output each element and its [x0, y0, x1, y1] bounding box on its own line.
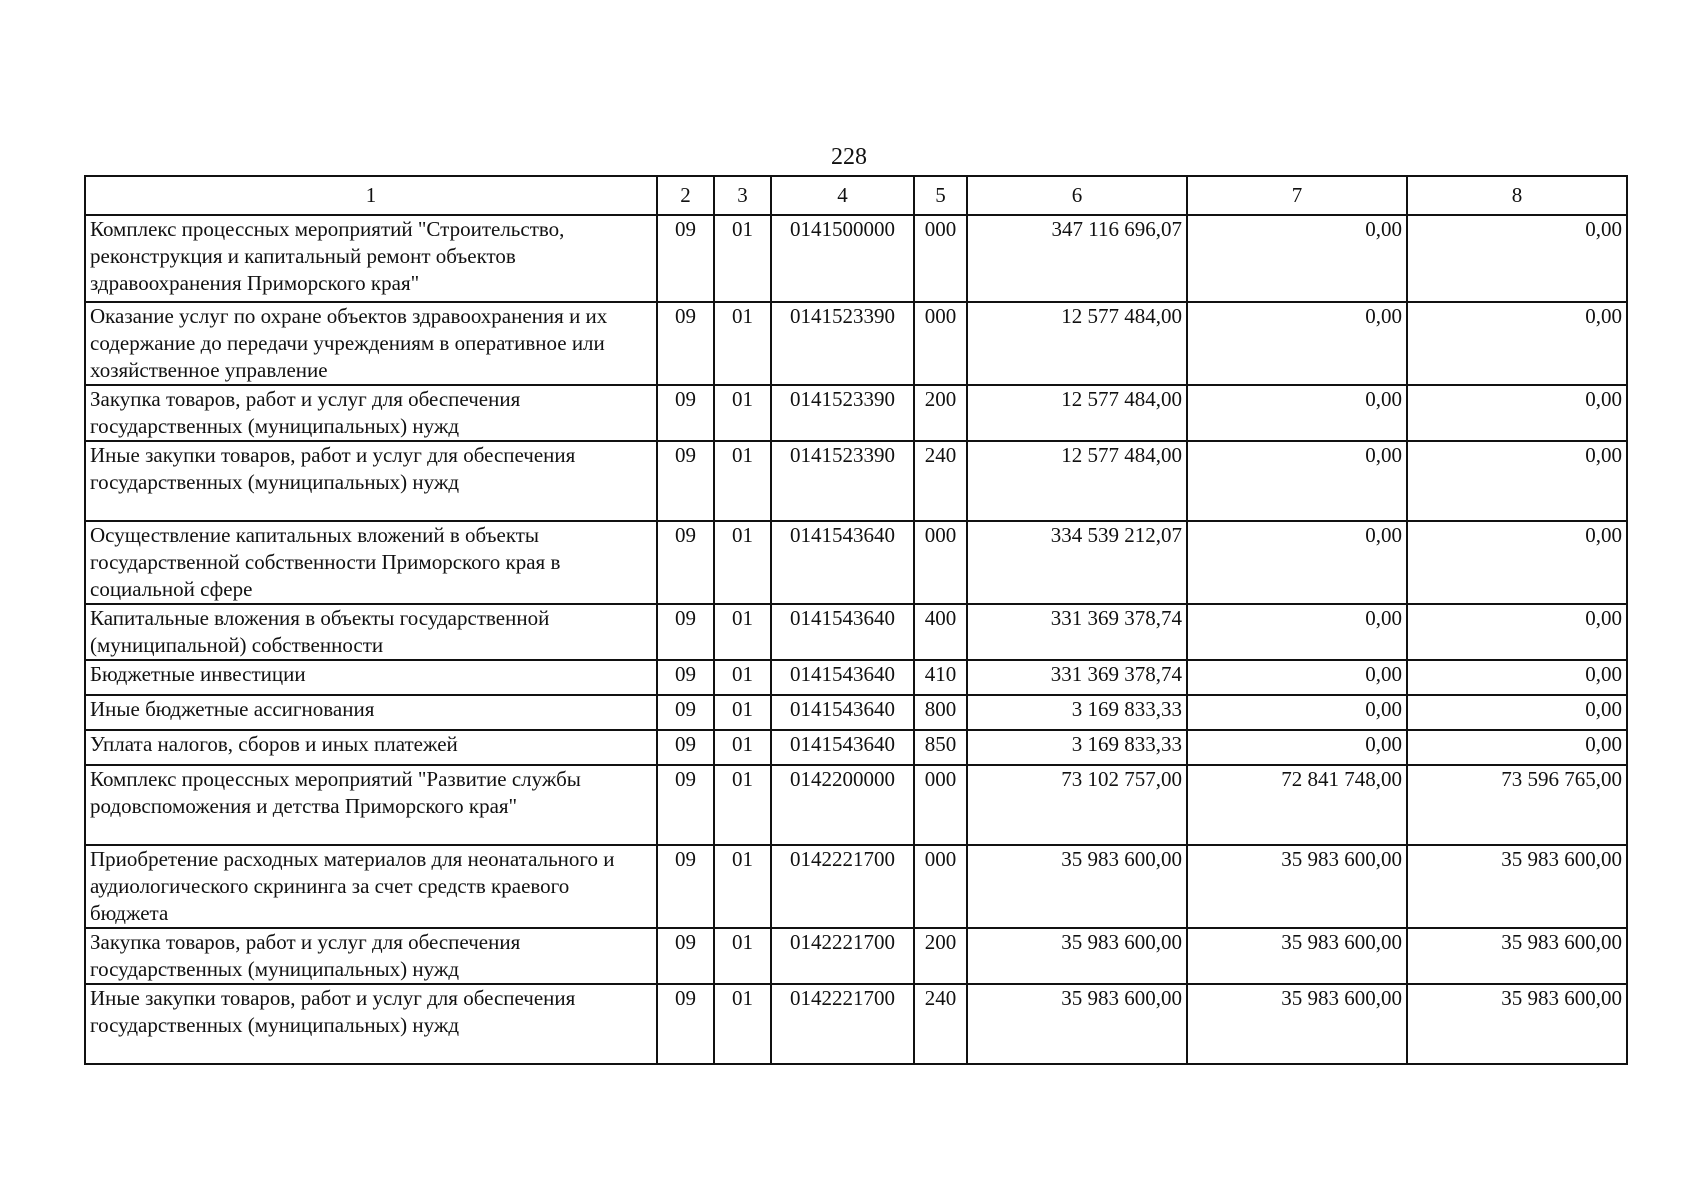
- amount-year-2-cell: 35 983 600,00: [1187, 984, 1407, 1064]
- amount-year-2-cell: 0,00: [1187, 521, 1407, 604]
- table-row: [85, 521, 1627, 604]
- amount-year-3-cell: 35 983 600,00: [1407, 928, 1627, 984]
- table-row: [85, 695, 1627, 730]
- row-name-cell: Иные закупки товаров, работ и услуг для обеспечения государственных (муниципальных) нужд: [85, 441, 657, 521]
- subsection-code-cell: 01: [714, 765, 771, 845]
- target-item-code-cell: 0141523390: [771, 385, 914, 441]
- expense-type-code-cell: 400: [914, 604, 967, 660]
- target-item-code-cell: 0141500000: [771, 215, 914, 302]
- table-row: [85, 215, 1627, 302]
- subsection-code-cell: 01: [714, 604, 771, 660]
- row-name-cell: Уплата налогов, сборов и иных платежей: [85, 730, 657, 765]
- column-header: 4: [771, 176, 914, 215]
- column-header: 5: [914, 176, 967, 215]
- expense-type-code-cell: 240: [914, 984, 967, 1064]
- section-code-cell: 09: [657, 521, 714, 604]
- amount-year-2-cell: 35 983 600,00: [1187, 928, 1407, 984]
- amount-year-1-cell: 3 169 833,33: [967, 730, 1187, 765]
- subsection-code-cell: 01: [714, 928, 771, 984]
- amount-year-2-cell: 0,00: [1187, 302, 1407, 385]
- amount-year-3-cell: 0,00: [1407, 385, 1627, 441]
- amount-year-3-cell: 35 983 600,00: [1407, 845, 1627, 928]
- amount-year-3-cell: 0,00: [1407, 521, 1627, 604]
- amount-year-3-cell: 0,00: [1407, 730, 1627, 765]
- target-item-code-cell: 0141543640: [771, 604, 914, 660]
- table-row: [85, 302, 1627, 385]
- amount-year-3-cell: 0,00: [1407, 441, 1627, 521]
- amount-year-3-cell: 0,00: [1407, 302, 1627, 385]
- section-code-cell: 09: [657, 845, 714, 928]
- table-body: [85, 215, 1627, 1064]
- column-header: 1: [85, 176, 657, 215]
- row-name-cell: Комплекс процессных мероприятий "Строительство, реконструкция и капитальный ремонт объектов здравоохранения Приморского края": [85, 215, 657, 302]
- target-item-code-cell: 0142221700: [771, 845, 914, 928]
- target-item-code-cell: 0142221700: [771, 928, 914, 984]
- section-code-cell: 09: [657, 385, 714, 441]
- table-header-row: [85, 176, 1627, 215]
- section-code-cell: 09: [657, 302, 714, 385]
- section-code-cell: 09: [657, 215, 714, 302]
- expense-type-code-cell: 200: [914, 385, 967, 441]
- section-code-cell: 09: [657, 765, 714, 845]
- section-code-cell: 09: [657, 441, 714, 521]
- subsection-code-cell: 01: [714, 385, 771, 441]
- subsection-code-cell: 01: [714, 302, 771, 385]
- subsection-code-cell: 01: [714, 215, 771, 302]
- table-row: [85, 660, 1627, 695]
- column-header: 7: [1187, 176, 1407, 215]
- section-code-cell: 09: [657, 730, 714, 765]
- amount-year-2-cell: 0,00: [1187, 441, 1407, 521]
- target-item-code-cell: 0141543640: [771, 730, 914, 765]
- expense-type-code-cell: 000: [914, 215, 967, 302]
- amount-year-2-cell: 0,00: [1187, 660, 1407, 695]
- target-item-code-cell: 0142221700: [771, 984, 914, 1064]
- amount-year-1-cell: 12 577 484,00: [967, 441, 1187, 521]
- amount-year-3-cell: 35 983 600,00: [1407, 984, 1627, 1064]
- row-name-cell: Иные бюджетные ассигнования: [85, 695, 657, 730]
- subsection-code-cell: 01: [714, 845, 771, 928]
- target-item-code-cell: 0142200000: [771, 765, 914, 845]
- amount-year-2-cell: 72 841 748,00: [1187, 765, 1407, 845]
- amount-year-1-cell: 331 369 378,74: [967, 604, 1187, 660]
- amount-year-3-cell: 0,00: [1407, 660, 1627, 695]
- table-row: [85, 385, 1627, 441]
- row-name-cell: Приобретение расходных материалов для неонатального и аудиологического скрининга за счет средств краевого бюджета: [85, 845, 657, 928]
- target-item-code-cell: 0141543640: [771, 695, 914, 730]
- section-code-cell: 09: [657, 928, 714, 984]
- column-header: 3: [714, 176, 771, 215]
- subsection-code-cell: 01: [714, 441, 771, 521]
- expense-type-code-cell: 850: [914, 730, 967, 765]
- table-row: [85, 928, 1627, 984]
- expense-type-code-cell: 410: [914, 660, 967, 695]
- amount-year-3-cell: 0,00: [1407, 695, 1627, 730]
- amount-year-1-cell: 35 983 600,00: [967, 928, 1187, 984]
- row-name-cell: Иные закупки товаров, работ и услуг для обеспечения государственных (муниципальных) нужд: [85, 984, 657, 1064]
- amount-year-1-cell: 334 539 212,07: [967, 521, 1187, 604]
- target-item-code-cell: 0141543640: [771, 660, 914, 695]
- amount-year-2-cell: 0,00: [1187, 385, 1407, 441]
- expense-type-code-cell: 800: [914, 695, 967, 730]
- amount-year-1-cell: 35 983 600,00: [967, 845, 1187, 928]
- subsection-code-cell: 01: [714, 730, 771, 765]
- subsection-code-cell: 01: [714, 695, 771, 730]
- expense-type-code-cell: 000: [914, 845, 967, 928]
- row-name-cell: Комплекс процессных мероприятий "Развитие службы родовспоможения и детства Приморского края": [85, 765, 657, 845]
- column-header: 6: [967, 176, 1187, 215]
- section-code-cell: 09: [657, 660, 714, 695]
- amount-year-1-cell: 12 577 484,00: [967, 302, 1187, 385]
- target-item-code-cell: 0141523390: [771, 441, 914, 521]
- table-row: [85, 984, 1627, 1064]
- page-number: 228: [831, 144, 867, 170]
- row-name-cell: Оказание услуг по охране объектов здравоохранения и их содержание до передачи учреждениям в оперативное или хозяйственное управление: [85, 302, 657, 385]
- amount-year-1-cell: 73 102 757,00: [967, 765, 1187, 845]
- column-header: 8: [1407, 176, 1627, 215]
- expense-type-code-cell: 240: [914, 441, 967, 521]
- amount-year-2-cell: 0,00: [1187, 215, 1407, 302]
- table-row: [85, 441, 1627, 521]
- expense-type-code-cell: 200: [914, 928, 967, 984]
- section-code-cell: 09: [657, 695, 714, 730]
- table-row: [85, 730, 1627, 765]
- table-row: [85, 765, 1627, 845]
- column-header: 2: [657, 176, 714, 215]
- amount-year-1-cell: 331 369 378,74: [967, 660, 1187, 695]
- amount-year-1-cell: 3 169 833,33: [967, 695, 1187, 730]
- section-code-cell: 09: [657, 984, 714, 1064]
- amount-year-1-cell: 347 116 696,07: [967, 215, 1187, 302]
- subsection-code-cell: 01: [714, 660, 771, 695]
- amount-year-2-cell: 0,00: [1187, 604, 1407, 660]
- table-row: [85, 845, 1627, 928]
- row-name-cell: Закупка товаров, работ и услуг для обеспечения государственных (муниципальных) нужд: [85, 928, 657, 984]
- subsection-code-cell: 01: [714, 521, 771, 604]
- subsection-code-cell: 01: [714, 984, 771, 1064]
- row-name-cell: Осуществление капитальных вложений в объекты государственной собственности Приморского края в социальной сфере: [85, 521, 657, 604]
- row-name-cell: Капитальные вложения в объекты государственной (муниципальной) собственности: [85, 604, 657, 660]
- row-name-cell: Закупка товаров, работ и услуг для обеспечения государственных (муниципальных) нужд: [85, 385, 657, 441]
- amount-year-1-cell: 12 577 484,00: [967, 385, 1187, 441]
- row-name-cell: Бюджетные инвестиции: [85, 660, 657, 695]
- amount-year-1-cell: 35 983 600,00: [967, 984, 1187, 1064]
- amount-year-3-cell: 0,00: [1407, 215, 1627, 302]
- amount-year-2-cell: 0,00: [1187, 730, 1407, 765]
- target-item-code-cell: 0141543640: [771, 521, 914, 604]
- budget-table: [84, 175, 1628, 1065]
- amount-year-3-cell: 0,00: [1407, 604, 1627, 660]
- section-code-cell: 09: [657, 604, 714, 660]
- amount-year-3-cell: 73 596 765,00: [1407, 765, 1627, 845]
- table-row: [85, 604, 1627, 660]
- target-item-code-cell: 0141523390: [771, 302, 914, 385]
- amount-year-2-cell: 0,00: [1187, 695, 1407, 730]
- expense-type-code-cell: 000: [914, 302, 967, 385]
- expense-type-code-cell: 000: [914, 521, 967, 604]
- amount-year-2-cell: 35 983 600,00: [1187, 845, 1407, 928]
- expense-type-code-cell: 000: [914, 765, 967, 845]
